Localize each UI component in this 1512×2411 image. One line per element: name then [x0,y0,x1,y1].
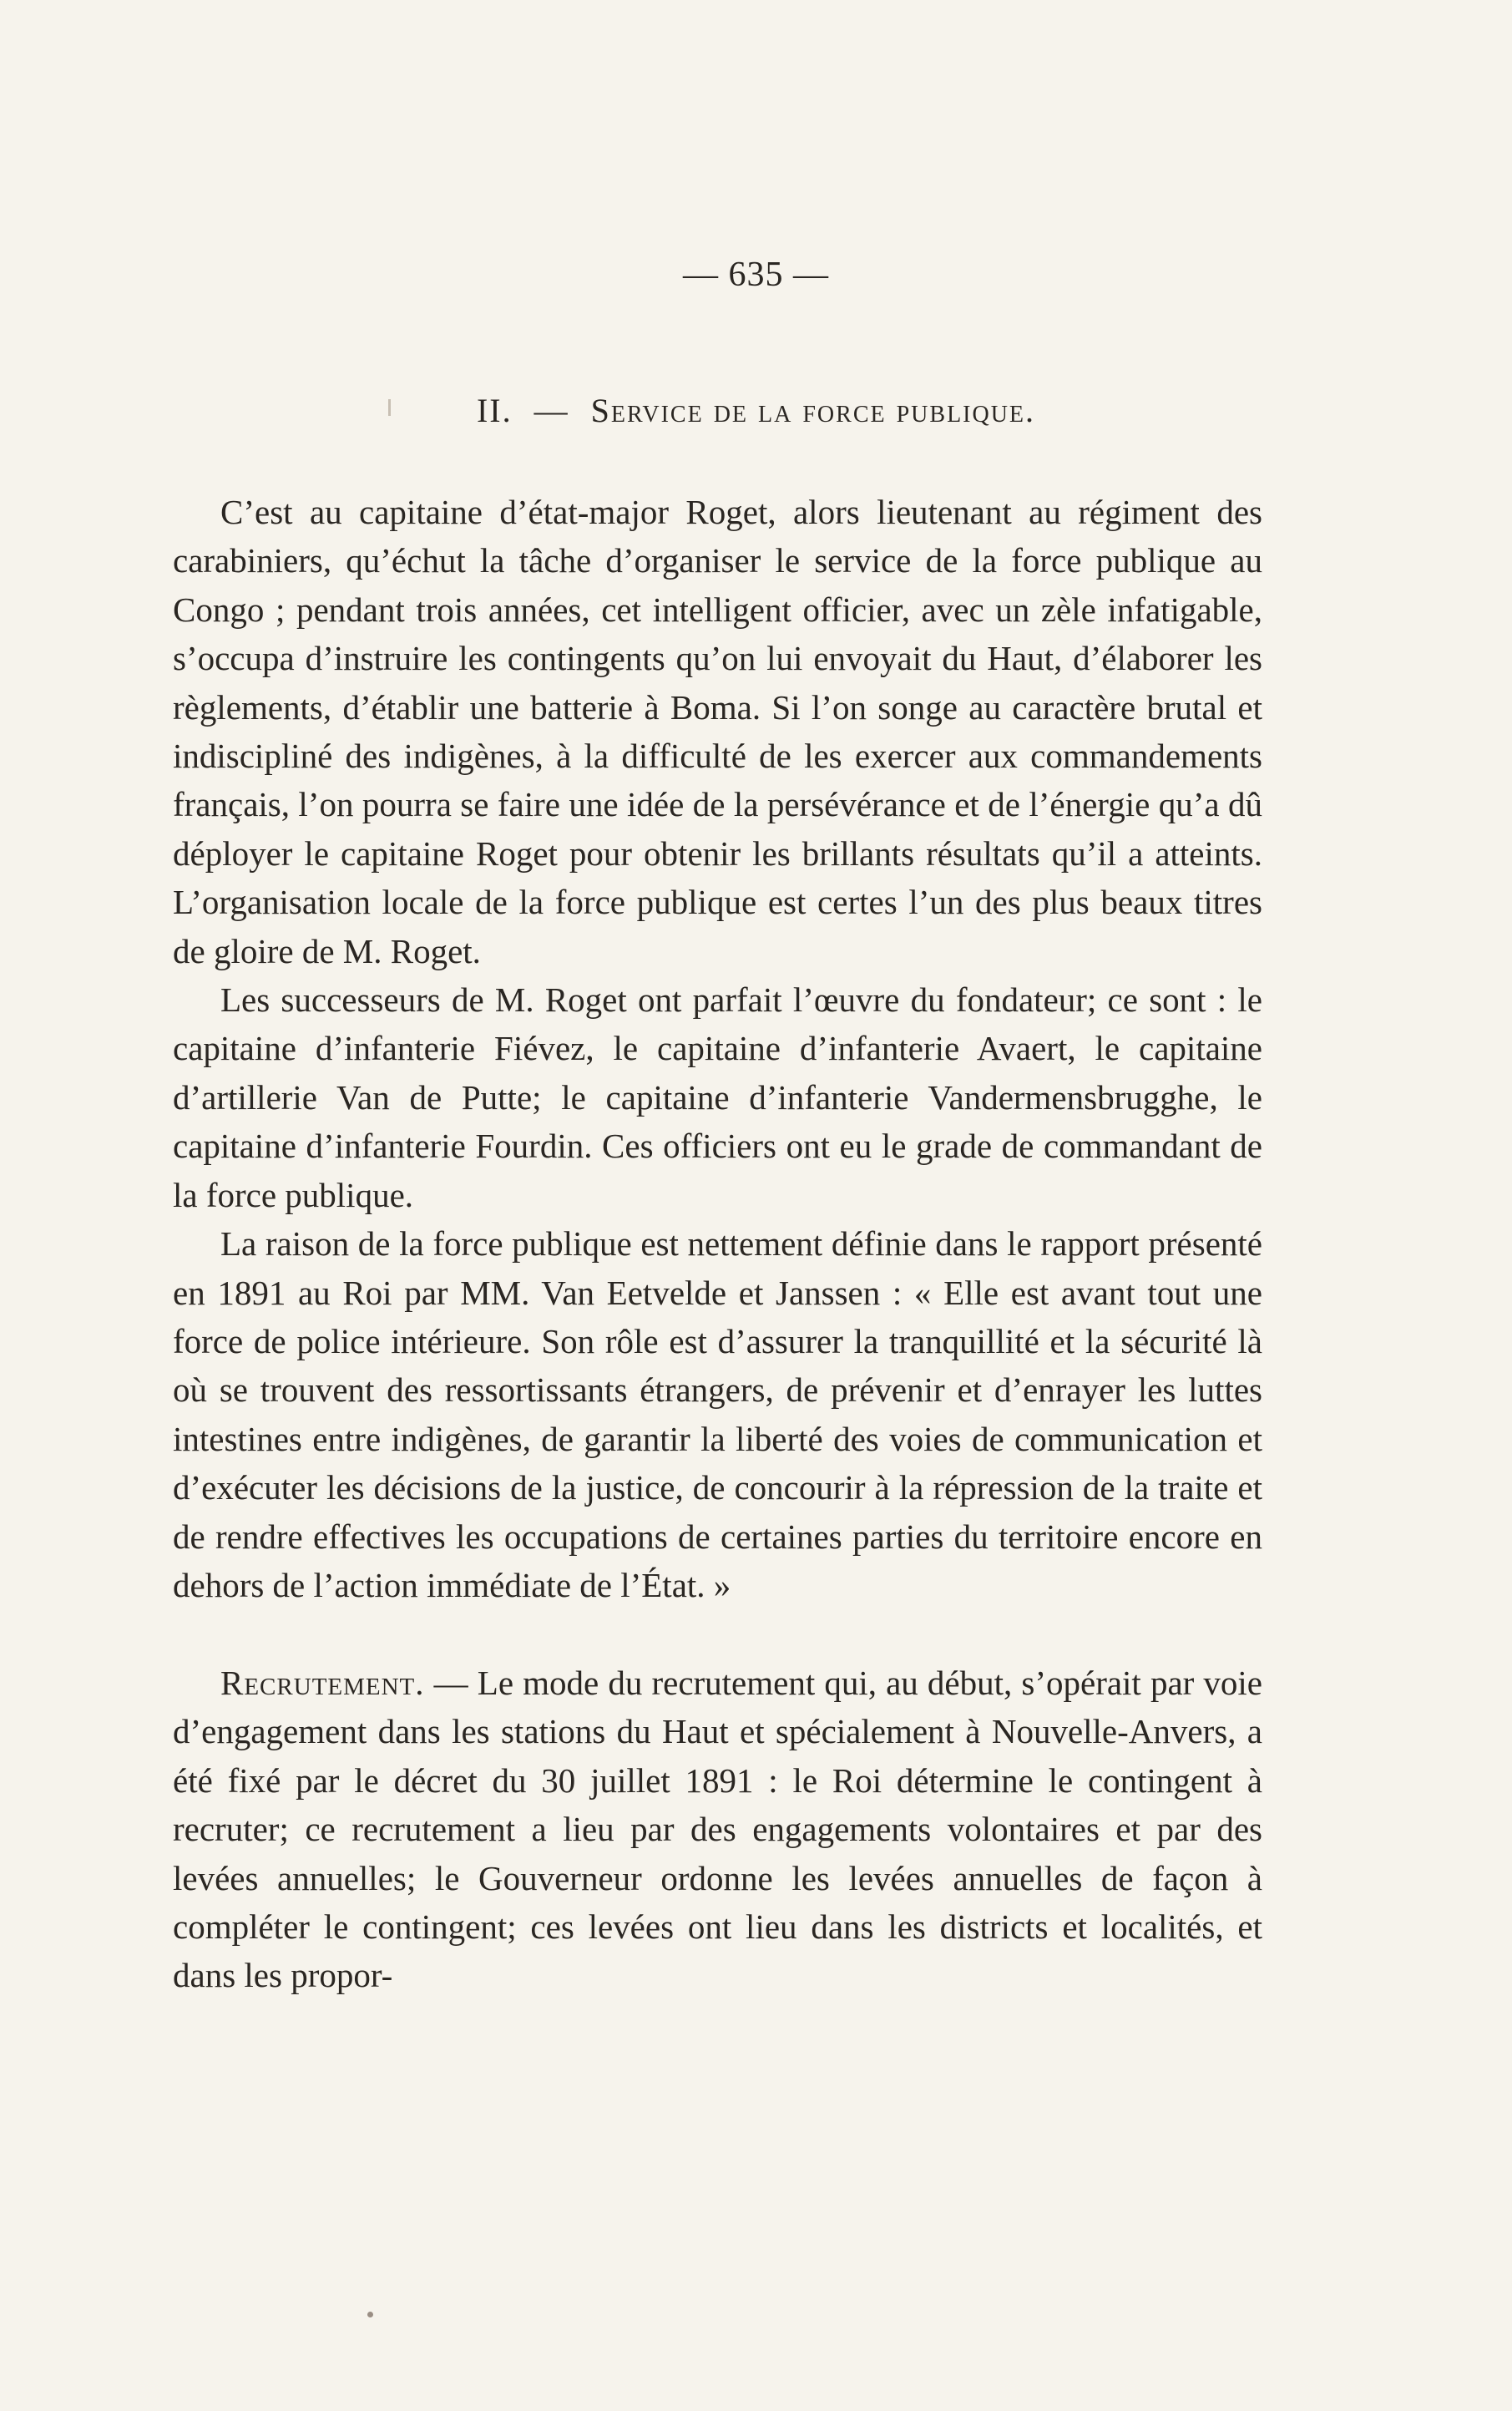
recruitment-heading: Recrutement. [220,1664,425,1702]
paper-speck [367,2312,373,2317]
recruitment-section [173,1659,1262,2000]
page-number: — 635 — [683,256,829,294]
section-dash: — [533,392,569,429]
recruitment-text: Le mode du recrutement qui, au début, s’opérait par voie d’engagement dans les stations du Haut et spécialement à Nouvelle-Anvers, a été fixé par le décret du 30 juillet 1891 : le Roi détermine le contingent à recruter; ce recrutement a lieu par des engagements volontaires et par des levées annuelles; le Gouverneur ordonne les levées annuelles de façon à compléter le contingent; ces levées ont lieu dans les districts et localités, et dans les propor- [173,1664,1263,1995]
paragraph-purpose: La raison de la force publique est nettement définie dans le rapport présenté en 1891 au Roi par MM. Van Eetvelde et Janssen : « Elle est avant tout une force de police intérieure. Son rôle est d’assurer la tranquillité et la sécurité là où se trouvent des ressortissants étrangers, de prévenir et d’enrayer les luttes intestines entre indigènes, de garantir la liberté des voies de communication et d’exécuter les décisions de la justice, de concourir à la répression de la traite et de rendre effectives les occupations de certaines parties du territoire encore en dehors de l’action immédiate de l’État. » [173,1224,1262,1604]
section-numeral: II. [476,392,513,429]
section-title: Service de la force publique. [590,392,1036,429]
paragraph-successors: Les successeurs de M. Roget ont parfait l’œuvre du fondateur; ce sont : le capitaine d’infanterie Fiévez, le capitaine d’infanterie Avaert, le capitaine d’artillerie Van de Putte; le capitaine d’infanterie Vandermensbrugghe, le capitaine d’infanterie Fourdin. Ces officiers ont eu le grade de commandant de la force publique. [173,980,1262,1214]
section-heading [0,391,1512,430]
section-body [173,488,1262,1609]
recruitment-dash: — [433,1664,468,1702]
paragraph-recruitment [173,1659,1262,2000]
paragraph-roget: C’est au capitaine d’état-major Roget, alors lieutenant au régiment des carabiniers, qu’échut la tâche d’organiser le service de la force publique au Congo ; pendant trois années, cet intelligent officier, avec un zèle infatigable, s’occupa d’instruire les contingents qu’on lui envoyait du Haut, d’élaborer les règlements, d’établir une batterie à Boma. Si l’on songe au caractère brutal et indiscipliné des indigènes, à la difficulté de les exercer aux commandements français, l’on pourra se faire une idée de la persévérance et de l’énergie qu’a dû déployer le capitaine Roget pour obtenir les brillants résultats qu’il a atteints. L’organisation locale de la force publique est certes l’un des plus beaux titres de gloire de M. Roget. [173,493,1262,970]
